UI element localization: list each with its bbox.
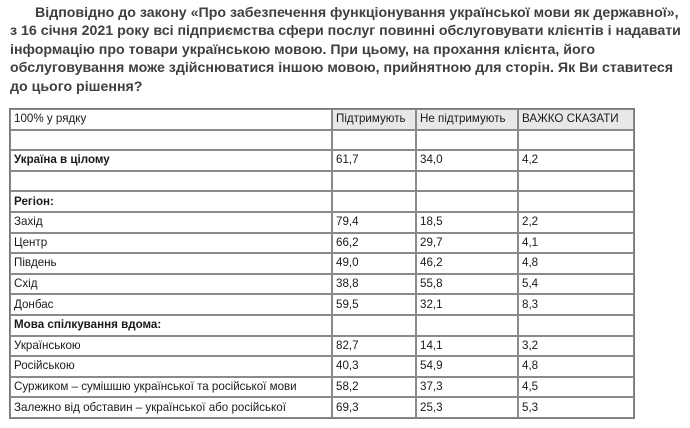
cell-oppose: [416, 171, 518, 192]
row-label: [10, 130, 332, 151]
cell-oppose: [416, 191, 518, 212]
cell-support: 69,3: [332, 397, 416, 418]
cell-hard-to-say: 2,2: [518, 212, 634, 233]
cell-support: 40,3: [332, 356, 416, 377]
header-cell-oppose: Не підтримують: [416, 109, 518, 130]
cell-support: 59,5: [332, 294, 416, 315]
cell-hard-to-say: 5,3: [518, 397, 634, 418]
row-label: Залежно від обставин – української або російської: [10, 397, 332, 418]
cell-oppose: 54,9: [416, 356, 518, 377]
row-label: Донбас: [10, 294, 332, 315]
survey-question: Відповідно до закону «Про забезпечення функціонування української мови як державної», з 16 січня 2021 року всі підприємства сфери послуг повинні обслуговувати клієнтів і надавати інформацію про товари українською мовою. При цьому, на прохання клієнта, його обслуговування може здійснюватися іншою мовою, прийнятною для сторін. Як Ви ставитеся до цього рішення?: [10, 5, 681, 95]
cell-oppose: 29,7: [416, 233, 518, 254]
cell-support: 38,8: [332, 274, 416, 295]
cell-hard-to-say: 4,8: [518, 356, 634, 377]
row-label: Україна в цілому: [10, 150, 332, 171]
results-table: [9, 108, 635, 419]
table-row: [10, 294, 634, 315]
row-label: Російською: [10, 356, 332, 377]
table-row-section-home-language: [10, 315, 634, 336]
section-heading: Мова спілкування вдома:: [10, 315, 332, 336]
table-row: [10, 253, 634, 274]
table-row-empty: [10, 130, 634, 151]
table-row: [10, 356, 634, 377]
header-cell-hard-to-say: ВАЖКО СКАЗАТИ: [518, 109, 634, 130]
cell-oppose: 46,2: [416, 253, 518, 274]
cell-support: [332, 130, 416, 151]
cell-support: [332, 171, 416, 192]
table-row: [10, 212, 634, 233]
table-row-section-region: [10, 191, 634, 212]
cell-oppose: 34,0: [416, 150, 518, 171]
table-row: [10, 377, 634, 398]
cell-hard-to-say: [518, 171, 634, 192]
cell-hard-to-say: 4,2: [518, 150, 634, 171]
table-row-ukraine-total: [10, 150, 634, 171]
cell-hard-to-say: [518, 191, 634, 212]
cell-hard-to-say: 4,8: [518, 253, 634, 274]
table-row: [10, 233, 634, 254]
cell-hard-to-say: 4,1: [518, 233, 634, 254]
cell-oppose: 25,3: [416, 397, 518, 418]
cell-oppose: 14,1: [416, 336, 518, 357]
table-row: [10, 274, 634, 295]
cell-support: [332, 191, 416, 212]
table-row: [10, 336, 634, 357]
cell-support: 79,4: [332, 212, 416, 233]
cell-hard-to-say: 3,2: [518, 336, 634, 357]
table-row-empty: [10, 171, 634, 192]
cell-support: 66,2: [332, 233, 416, 254]
row-label: Південь: [10, 253, 332, 274]
cell-support: 82,7: [332, 336, 416, 357]
header-cell-scope: 100% у рядку: [10, 109, 332, 130]
cell-hard-to-say: 4,5: [518, 377, 634, 398]
cell-hard-to-say: [518, 130, 634, 151]
cell-support: [332, 315, 416, 336]
header-cell-support: Підтримують: [332, 109, 416, 130]
row-label: Суржиком – сумішшю української та російської мови: [10, 377, 332, 398]
cell-oppose: [416, 130, 518, 151]
row-label: Українською: [10, 336, 332, 357]
table-header-row: [10, 109, 634, 130]
cell-support: 49,0: [332, 253, 416, 274]
row-label: [10, 171, 332, 192]
cell-support: 61,7: [332, 150, 416, 171]
row-label: Центр: [10, 233, 332, 254]
cell-oppose: [416, 315, 518, 336]
cell-oppose: 32,1: [416, 294, 518, 315]
section-heading: Регіон:: [10, 191, 332, 212]
cell-oppose: 37,3: [416, 377, 518, 398]
table-row: [10, 397, 634, 418]
cell-oppose: 55,8: [416, 274, 518, 295]
cell-support: 58,2: [332, 377, 416, 398]
row-label: Захід: [10, 212, 332, 233]
cell-hard-to-say: [518, 315, 634, 336]
cell-oppose: 18,5: [416, 212, 518, 233]
cell-hard-to-say: 8,3: [518, 294, 634, 315]
cell-hard-to-say: 5,4: [518, 274, 634, 295]
row-label: Схід: [10, 274, 332, 295]
